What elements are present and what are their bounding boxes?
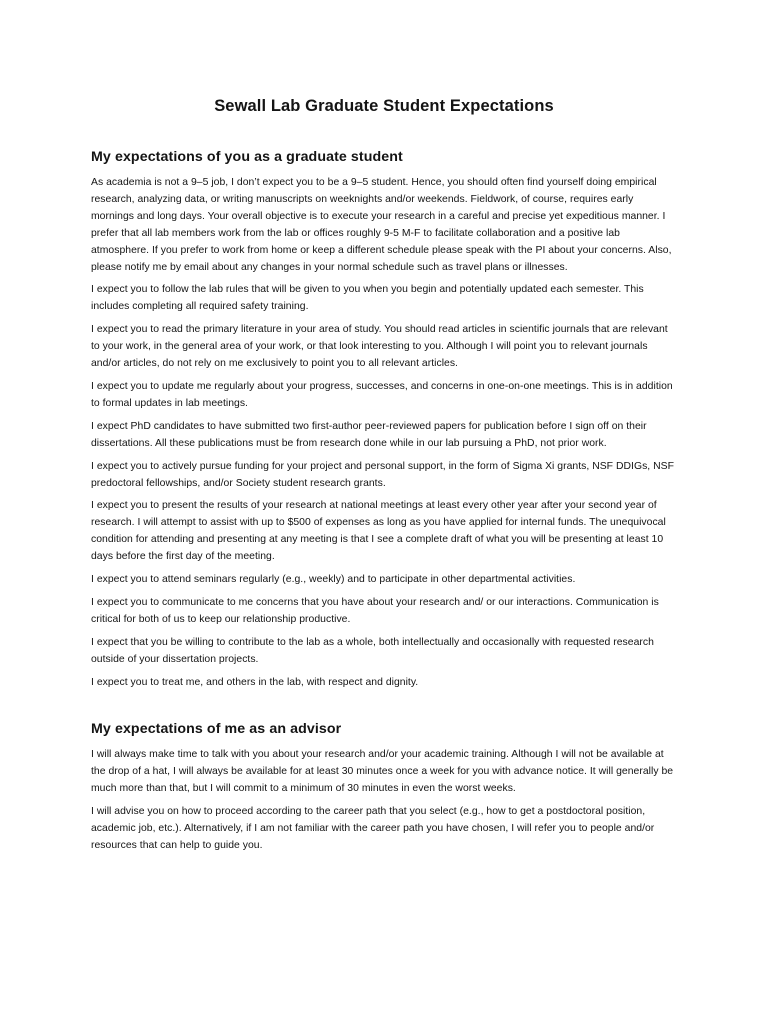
section-heading-student-expectations: My expectations of you as a graduate student <box>91 149 403 165</box>
paragraph: I expect you to follow the lab rules that will be given to you when you begin and potentially updated each semester. This includes completing all required safety training. <box>91 284 644 313</box>
document-body <box>91 93 677 861</box>
paragraph: I expect you to update me regularly about your progress, successes, and concerns in one-on-one meetings. This is in addition to formal updates in lab meetings. <box>91 380 673 409</box>
paragraph: As academia is not a 9–5 job, I don’t expect you to be a 9–5 student. Hence, you should often find yourself doing empirical research, analyzing data, or writing manuscripts on weeknights and/or weekends. Fieldwork, of course, requires early mornings and long days. Your overall objective is to execute your research in a careful and precise yet expeditious manner. I prefer that all lab members work from the lab or offices roughly 9-5 M-F to facilitate collaboration and a positive lab atmosphere. If you prefer to work from home or keep a different schedule please speak with the PI about your concerns. Also, please notify me by email about any changes in your normal schedule such as travel plans or illnesses. <box>91 177 672 273</box>
paragraph: I expect you to communicate to me concerns that you have about your research and/ or our interactions. Communication is critical for both of us to keep our relationship productive. <box>91 596 659 625</box>
paragraph: I expect you to read the primary literature in your area of study. You should read articles in scientific journals that are relevant to your work, in the general area of your work, or that look interesting to you. Although I will point you to relevant journals and/or articles, do not rely on me exclusively to point you to all relevant articles. <box>91 324 668 370</box>
paragraph: I expect you to attend seminars regularly (e.g., weekly) and to participate in other departmental activities. <box>91 574 576 586</box>
paragraph: I expect you to present the results of your research at national meetings at least every other year after your second year of research. I will attempt to assist with up to $500 of expenses as long as you have applied for internal funds. The unequivocal condition for attending and presenting at any meeting is that I see a complete draft of what you will be presenting at least 10 days before the first day of the meeting. <box>91 500 666 563</box>
paragraph: I expect you to actively pursue funding for your project and personal support, in the form of Sigma Xi grants, NSF DDIGs, NSF predoctoral fellowships, and/or Society student research grants. <box>91 460 675 489</box>
paragraph: I will always make time to talk with you about your research and/or your academic training. Although I will not be available at the drop of a hat, I will always be available for at least 30 minutes once a week for you with advance notice. It will generally be much more than that, but I will commit to a minimum of 30 minutes in even the worst weeks. <box>91 749 674 795</box>
paragraph: I expect PhD candidates to have submitted two first-author peer-reviewed papers for publication before I sign off on their dissertations. All these publications must be from research done while in our lab pursuing a PhD, not prior work. <box>91 420 647 449</box>
document-title: Sewall Lab Graduate Student Expectations <box>214 97 554 115</box>
paragraph: I expect that you be willing to contribute to the lab as a whole, both intellectually and occasionally with requested research outside of your dissertation projects. <box>91 636 654 665</box>
paragraph: I will advise you on how to proceed according to the career path that you select (e.g., how to get a postdoctoral position, academic job, etc.). Alternatively, if I am not familiar with the career path you have chosen, I will refer you to people and/or resources that can help to guide you. <box>91 806 655 851</box>
section-heading-advisor-expectations: My expectations of me as an advisor <box>91 721 342 738</box>
paragraph: I expect you to treat me, and others in the lab, with respect and dignity. <box>91 676 419 688</box>
